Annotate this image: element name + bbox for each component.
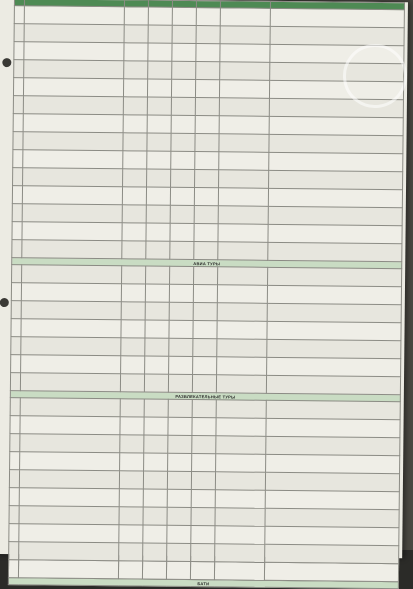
price-cell [194, 206, 218, 224]
price-cell [219, 152, 269, 171]
price-cell [196, 62, 220, 80]
tour-description [266, 400, 400, 419]
row-number [9, 506, 19, 524]
price-cell [147, 151, 171, 169]
price-cell [216, 454, 266, 473]
tour-description [266, 454, 400, 473]
price-cell [144, 417, 168, 435]
price-cell [124, 43, 148, 61]
price-cell [168, 435, 192, 453]
tour-description [267, 321, 401, 340]
price-cell [170, 205, 194, 223]
price-cell [143, 507, 167, 525]
price-cell [218, 206, 268, 225]
price-cell [146, 205, 170, 223]
section-title: БАТИ [8, 578, 398, 589]
price-cell [119, 525, 143, 543]
tour-name [22, 186, 122, 205]
row-number [13, 132, 23, 150]
price-cell [121, 302, 145, 320]
tour-description [265, 490, 399, 509]
price-cell [219, 170, 269, 189]
price-cell [190, 562, 214, 580]
price-cell [144, 453, 168, 471]
price-cell [144, 374, 168, 392]
price-cell [123, 97, 147, 115]
price-cell [219, 80, 269, 99]
price-cell [192, 375, 216, 393]
price-cell [147, 133, 171, 151]
tour-name [21, 319, 121, 338]
price-cell [120, 417, 144, 435]
price-cell [217, 339, 267, 358]
price-cell [124, 7, 148, 25]
price-cell [168, 417, 192, 435]
tour-name [22, 222, 122, 241]
row-number [12, 222, 22, 240]
price-cell [216, 375, 266, 394]
price-cell [219, 98, 269, 117]
tour-description [267, 357, 401, 376]
price-cell [193, 357, 217, 375]
row-number [10, 373, 20, 391]
price-cell [216, 400, 266, 419]
row-number [11, 355, 21, 373]
tour-description [265, 544, 399, 563]
price-cell [171, 79, 195, 97]
tour-name [23, 150, 123, 169]
price-cell [172, 25, 196, 43]
price-cell [124, 25, 148, 43]
section-title: АВИА ТУРЫ [12, 258, 402, 269]
price-cell [119, 543, 143, 561]
row-number [9, 542, 19, 560]
price-cell [168, 399, 192, 417]
price-cell [194, 242, 218, 260]
price-cell [215, 544, 265, 563]
price-cell [148, 43, 172, 61]
tour-name [19, 524, 119, 543]
price-cell [215, 490, 265, 509]
row-number [13, 78, 23, 96]
price-cell [220, 44, 270, 63]
price-cell [169, 302, 193, 320]
price-cell [216, 436, 266, 455]
price-cell [167, 507, 191, 525]
tour-description [269, 116, 403, 135]
tour-name [20, 416, 120, 435]
price-cell [148, 61, 172, 79]
price-cell [144, 399, 168, 417]
row-number [13, 96, 23, 114]
row-number [11, 319, 21, 337]
row-number [13, 168, 23, 186]
price-cell [171, 151, 195, 169]
price-cell [147, 169, 171, 187]
tour-name [20, 452, 120, 471]
price-cell [171, 115, 195, 133]
tour-description [264, 562, 398, 581]
price-cell [145, 356, 169, 374]
price-cell [145, 338, 169, 356]
tour-name [22, 204, 122, 223]
price-cell [122, 241, 146, 259]
tour-description [268, 224, 402, 243]
price-cell [121, 284, 145, 302]
row-number [10, 452, 20, 470]
price-cell [218, 242, 268, 261]
price-cell [220, 62, 270, 81]
price-cell [220, 26, 270, 45]
price-cell [119, 471, 143, 489]
price-cell [172, 43, 196, 61]
price-cell [146, 223, 170, 241]
price-cell [167, 489, 191, 507]
row-number [9, 488, 19, 506]
price-cell [145, 302, 169, 320]
price-cell [123, 79, 147, 97]
price-cell [193, 285, 217, 303]
price-cell [171, 169, 195, 187]
price-cell [122, 223, 146, 241]
tour-description [265, 472, 399, 491]
section-title: РАЗВЛЕКАТЕЛЬНЫЕ ТУРЫ [10, 391, 400, 402]
price-cell [195, 116, 219, 134]
price-cell [191, 472, 215, 490]
price-cell [168, 374, 192, 392]
row-number [11, 283, 21, 301]
tour-name [19, 542, 119, 561]
price-cell [146, 187, 170, 205]
price-cell [192, 418, 216, 436]
price-cell [169, 284, 193, 302]
price-cell [194, 224, 218, 242]
price-cell [118, 561, 142, 579]
price-cell [219, 134, 269, 153]
price-cell [169, 320, 193, 338]
tour-description [268, 206, 402, 225]
price-cell [123, 151, 147, 169]
price-cell [122, 205, 146, 223]
tour-name [18, 560, 118, 579]
price-cell [123, 115, 147, 133]
row-number [12, 240, 22, 258]
tour-name [24, 24, 124, 43]
price-cell [193, 303, 217, 321]
price-cell [119, 489, 143, 507]
tour-name [19, 488, 119, 507]
price-cell [122, 187, 146, 205]
price-cell [170, 241, 194, 259]
tour-description [270, 26, 404, 45]
price-cell [143, 489, 167, 507]
row-number [12, 265, 22, 283]
price-cell [120, 453, 144, 471]
tour-description [267, 339, 401, 358]
price-cell [172, 61, 196, 79]
tour-description [266, 375, 400, 394]
price-cell [193, 321, 217, 339]
price-cell [170, 223, 194, 241]
tour-description [266, 418, 400, 437]
price-cell [147, 115, 171, 133]
price-cell [195, 80, 219, 98]
tour-name [21, 337, 121, 356]
tour-description [265, 526, 399, 545]
price-cell [147, 79, 171, 97]
price-cell [143, 543, 167, 561]
row-number [14, 60, 24, 78]
price-cell [195, 134, 219, 152]
price-cell [195, 152, 219, 170]
tour-name [23, 132, 123, 151]
tour-name [19, 506, 119, 525]
price-cell [194, 188, 218, 206]
price-cell [122, 266, 146, 284]
price-cell [145, 284, 169, 302]
tour-description [268, 188, 402, 207]
tour-description [268, 267, 402, 286]
row-number [10, 398, 20, 416]
price-cell [218, 267, 268, 286]
price-cell [195, 98, 219, 116]
price-cell [169, 356, 193, 374]
row-number [11, 301, 21, 319]
tour-name [20, 398, 120, 417]
row-number [12, 186, 22, 204]
price-cell [120, 374, 144, 392]
price-cell [191, 490, 215, 508]
price-cell [214, 562, 264, 581]
price-cell [192, 454, 216, 472]
tour-description [268, 242, 402, 261]
tour-description [270, 8, 404, 27]
tour-name [20, 373, 120, 392]
price-cell [217, 357, 267, 376]
price-cell [216, 418, 266, 437]
price-cell [121, 356, 145, 374]
tour-name [21, 301, 121, 320]
row-number [13, 114, 23, 132]
price-cell [143, 471, 167, 489]
price-cell [168, 453, 192, 471]
tour-description [267, 303, 401, 322]
price-cell [196, 44, 220, 62]
price-cell [172, 7, 196, 25]
tour-name [20, 434, 120, 453]
tour-name [21, 283, 121, 302]
tour-name [22, 265, 122, 284]
price-cell [167, 543, 191, 561]
price-cell [167, 471, 191, 489]
price-cell [196, 8, 220, 26]
tour-name [22, 240, 122, 259]
tour-description [269, 170, 403, 189]
price-cell [196, 26, 220, 44]
price-cell [148, 25, 172, 43]
row-number [8, 560, 18, 578]
price-cell [191, 508, 215, 526]
price-cell [147, 97, 171, 115]
row-number [14, 24, 24, 42]
price-cell [142, 561, 166, 579]
price-cell [215, 508, 265, 527]
tour-name [23, 114, 123, 133]
price-cell [146, 241, 170, 259]
punch-hole [2, 58, 11, 67]
price-cell [218, 224, 268, 243]
price-cell [219, 116, 269, 135]
price-cell [193, 339, 217, 357]
row-number [9, 470, 19, 488]
price-cell [191, 544, 215, 562]
price-cell [171, 133, 195, 151]
price-cell [144, 435, 168, 453]
tour-name [24, 6, 124, 25]
price-cell [170, 266, 194, 284]
price-cell [120, 435, 144, 453]
tour-description [265, 508, 399, 527]
price-cell [143, 525, 167, 543]
row-number [12, 204, 22, 222]
price-cell [120, 399, 144, 417]
tour-name [23, 168, 123, 187]
price-cell [166, 561, 190, 579]
row-number [9, 524, 19, 542]
tour-description [269, 134, 403, 153]
price-cell [191, 526, 215, 544]
price-cell [192, 436, 216, 454]
price-cell [218, 188, 268, 207]
price-cell [124, 61, 148, 79]
price-cell [220, 8, 270, 27]
price-cell [195, 170, 219, 188]
row-number [11, 337, 21, 355]
row-number [13, 150, 23, 168]
tour-description [269, 152, 403, 171]
row-number [14, 42, 24, 60]
tour-name [19, 470, 119, 489]
price-cell [217, 321, 267, 340]
price-cell [121, 338, 145, 356]
price-cell [121, 320, 145, 338]
price-cell [123, 133, 147, 151]
price-cell [148, 7, 172, 25]
price-cell [217, 285, 267, 304]
tour-description [266, 436, 400, 455]
row-number [10, 434, 20, 452]
price-cell [170, 187, 194, 205]
price-cell [169, 338, 193, 356]
tour-name [21, 355, 121, 374]
tour-name [24, 42, 124, 61]
price-cell [215, 526, 265, 545]
price-cell [145, 320, 169, 338]
tour-name [24, 60, 124, 79]
tour-name [23, 78, 123, 97]
row-number [10, 416, 20, 434]
price-cell [217, 303, 267, 322]
row-number [14, 6, 24, 24]
price-cell [123, 169, 147, 187]
tour-description [267, 285, 401, 304]
price-cell [192, 400, 216, 418]
price-cell [194, 267, 218, 285]
punch-hole [0, 298, 9, 307]
table-body [8, 6, 404, 589]
price-cell [167, 525, 191, 543]
price-cell [171, 97, 195, 115]
price-cell [215, 472, 265, 491]
price-cell [119, 507, 143, 525]
price-cell [146, 266, 170, 284]
tour-name [23, 96, 123, 115]
